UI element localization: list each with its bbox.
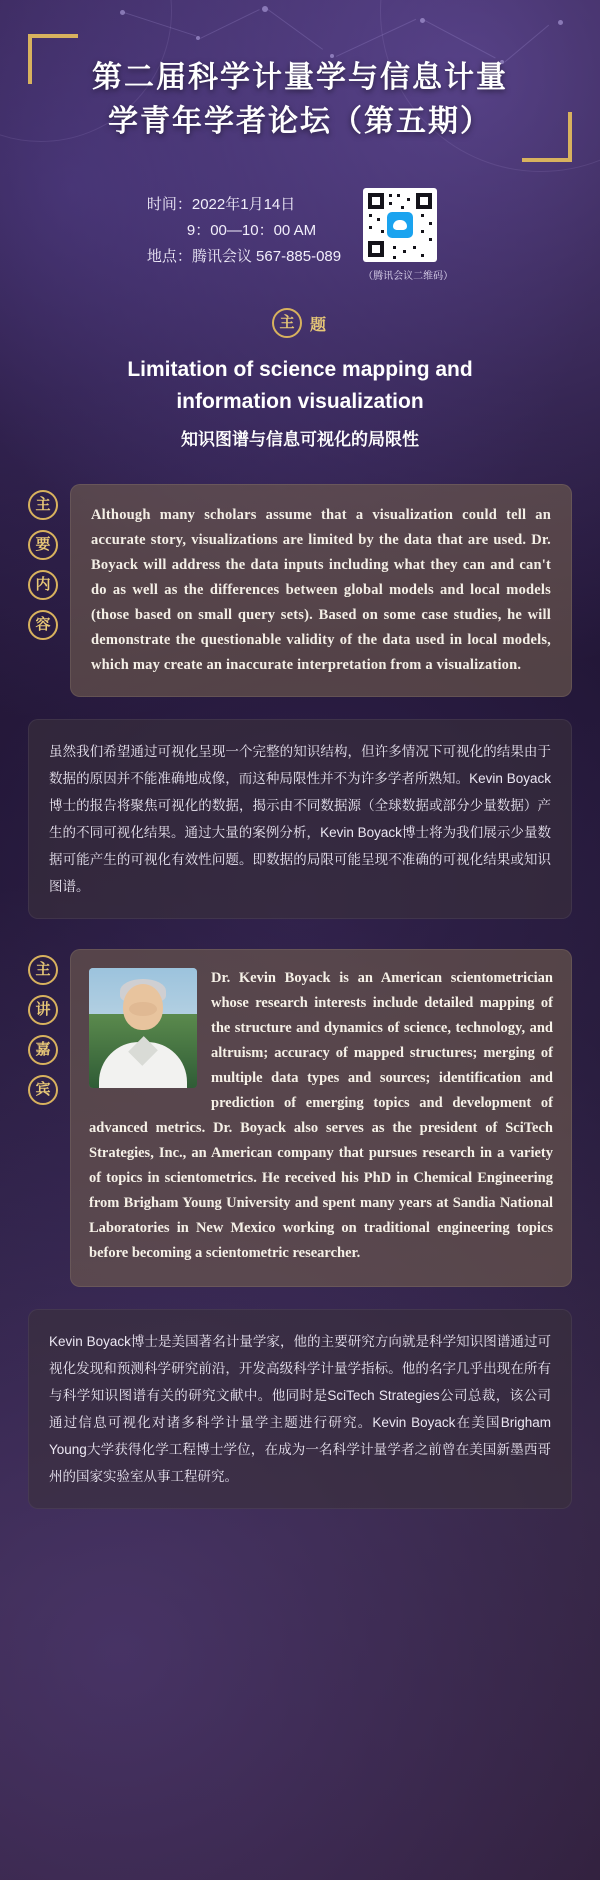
topic-title-en-line-1: Limitation of science mapping and: [127, 358, 473, 381]
event-place-line: [147, 244, 341, 270]
qr-code-icon[interactable]: [363, 188, 437, 262]
abstract-text-en: Although many scholars assume that a visualization could tell an accurate story, visualizations are limited by the data that are used. Dr. Boyack will address the data inputs including what they can and can't do as well as the differences between global models and local models (those based on small query sets). Based on some case studies, he will demonstrate the questionable validity of the data used in local models, which may create an inaccurate interpretation from a visualization.: [91, 507, 551, 673]
abstract-card-cn: [28, 719, 572, 919]
event-info-text: [147, 188, 341, 270]
event-info-row: [34, 188, 566, 282]
corner-ornament-bottom-right: [522, 112, 572, 162]
poster-title-block: [28, 34, 572, 162]
speaker-section: [28, 949, 572, 1287]
main-content-badge-3: 内: [28, 570, 58, 600]
speaker-badge-2: 讲: [28, 995, 58, 1025]
topic-title-cn: 知识图谱与信息可视化的局限性: [181, 430, 419, 449]
main-content-badge-1: 主: [28, 490, 58, 520]
event-time-line: [147, 192, 341, 218]
poster-title-line-2: 学青年学者论坛（第五期）: [108, 105, 492, 138]
abstract-text-cn: 虽然我们希望通过可视化呈现一个完整的知识结构，但许多情况下可视化的结果由于数据的原因并不能准确地成像，而这种局限性并不为许多学者所熟知。Kevin Boyack博士的报告将聚焦可视化的数据，揭示由不同数据源（全球数据或部分少量数据）产生的不同可视化结果。通过大量的案例分析，Kevin Boyack博士将为我们展示少量数据可能产生的可视化有效性问题。即数据的局限可能呈现不准确的可视化结果或知识图谱。: [49, 744, 551, 894]
speaker-bio-card-cn: [28, 1309, 572, 1509]
speaker-bio-card-en: [70, 949, 572, 1287]
topic-title-en: [40, 354, 560, 418]
abstract-card-en: [70, 484, 572, 697]
topic-word: 题: [309, 316, 328, 334]
event-time-label: 时间：: [146, 196, 192, 213]
poster-title-line-1: 第二届科学计量学与信息计量: [92, 61, 508, 94]
speaker-badge-3: 嘉: [28, 1035, 58, 1065]
qr-block: [363, 188, 453, 282]
speaker-badge-4: 宾: [28, 1075, 58, 1105]
qr-logo: [387, 212, 413, 238]
event-time-range: 9：00—10：00 AM: [186, 222, 317, 239]
main-content-badge-2: 要: [28, 530, 58, 560]
speaker-portrait: [89, 968, 197, 1088]
qr-caption: （腾讯会议二维码）: [363, 271, 454, 282]
corner-ornament-top-left: [28, 34, 78, 84]
event-time-value: 2022年1月14日: [191, 196, 296, 213]
topic-badge: 主: [272, 308, 302, 338]
decor-dot: [558, 20, 563, 25]
topic-title-en-line-2: information visualization: [176, 390, 424, 413]
speaker-bio-text-cn: Kevin Boyack博士是美国著名计量学家，他的主要研究方向就是科学知识图谱通过可视化发现和预测科学研究前沿，开发高级科学计量学指标。他的名字几乎出现在所有与科学知识图谱有关的研究文献中。他同时是SciTech Strategies公司总裁，该公司通过信息可视化对诸多科学计量学主题进行研究。Kevin Boyack在美国Brigham Young大学获得化学工程博士学位，在成为一名科学计量学者之前曾在美国新墨西哥州的国家实验室从事工程研究。: [49, 1334, 551, 1484]
main-content-badge-column: [28, 484, 58, 640]
speaker-badge-column: [28, 949, 58, 1105]
topic-heading: [0, 308, 600, 338]
main-content-section: [28, 484, 572, 697]
speaker-badge-1: 主: [28, 955, 58, 985]
event-place-value: 腾讯会议 567-885-089: [191, 248, 342, 265]
event-place-label: 地点：: [146, 248, 192, 265]
speaker-bio-text-en: Dr. Kevin Boyack is an American scientometrician whose research interests include detailed mapping of the structure and dynamics of science, technology, and altruism; accuracy of mapped structures; merging of multiple data types and sources; identification and prediction of emerging topics and development of advanced metrics. Dr. Boyack also serves as the president of SciTech Strategies, Inc., an American company that pursues research in a variety of topics in scientometrics. He received his PhD in Chemical Engineering from Brigham Young University and spent many years at Sandia National Laboratories in New Mexico working on traditional engineering topics before becoming a scientometric researcher.: [89, 970, 553, 1261]
main-content-badge-4: 容: [28, 610, 58, 640]
